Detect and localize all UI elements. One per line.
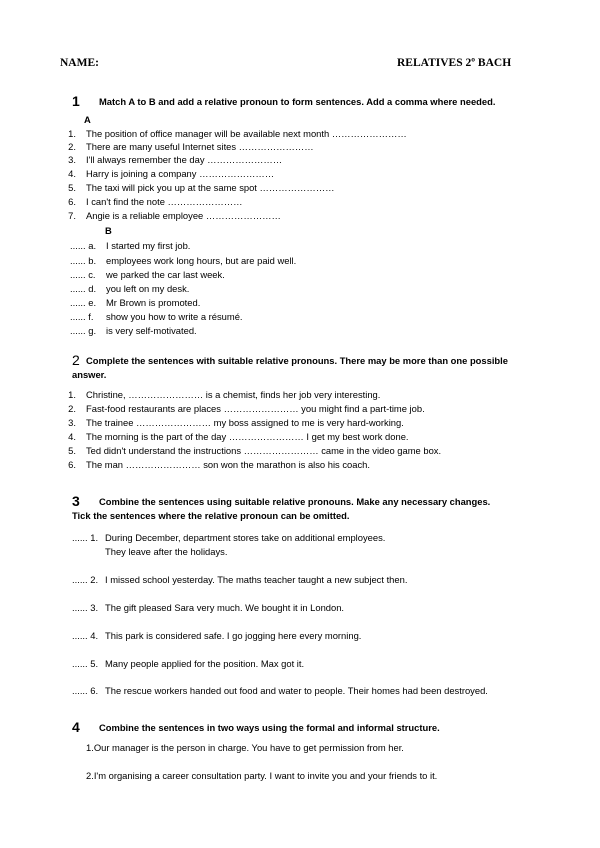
list-item-b-g (70, 325, 197, 337)
section-1-number: 1 (72, 93, 80, 109)
item-number: ...... 5. (72, 658, 99, 669)
item-number: ...... b. (70, 255, 97, 266)
section-4-instruction: Combine the sentences in two ways using the formal and informal structure. (99, 722, 440, 733)
item-text: This park is considered safe. I go jogging here every morning. (105, 630, 362, 641)
section-4-number: 4 (72, 719, 80, 735)
item-number: ...... 2. (72, 574, 99, 585)
item-number: 6. (68, 459, 76, 470)
item-number: 7. (68, 210, 76, 221)
item-text: Angie is a reliable employee …………………… (86, 210, 281, 221)
item-number: ...... f. (70, 311, 94, 322)
section-3-instruction-line2: Tick the sentences where the relative pronoun can be omitted. (72, 510, 350, 521)
item-number: ...... c. (70, 269, 96, 280)
item-text: Mr Brown is promoted. (106, 297, 201, 308)
item-text: The man …………………… son won the marathon is also his coach. (86, 459, 370, 470)
item-number: 4. (68, 431, 76, 442)
item-text: you left on my desk. (106, 283, 190, 294)
list-item-b-a (70, 240, 191, 252)
item-number: 5. (68, 445, 76, 456)
item-number: 2. (68, 403, 76, 414)
worksheet-title: RELATIVES 2º BACH (397, 57, 512, 69)
list-item (86, 742, 404, 754)
list-item (72, 574, 408, 586)
item-text: The taxi will pick you up at the same spot …………………… (86, 182, 335, 193)
item-text: Fast-food restaurants are places …………………… you might find a part-time job. (86, 403, 425, 414)
item-number: 5. (68, 182, 76, 193)
item-text: The rescue workers handed out food and water to people. Their homes had been destroyed. (105, 685, 488, 696)
item-text: The trainee …………………… my boss assigned to me is very hard-working. (86, 417, 404, 428)
item-text: I'm organising a career consultation party. I want to invite you and your friends to it. (93, 770, 438, 781)
item-text: I started my first job. (106, 240, 191, 251)
item-text: we parked the car last week. (106, 269, 225, 280)
item-number: ...... d. (70, 283, 97, 294)
item-number: ...... 6. (72, 685, 99, 696)
item-number: ...... 3. (72, 602, 99, 613)
item-number: 3. (68, 154, 76, 165)
list-item (72, 532, 386, 544)
list-item-b-c (70, 269, 225, 281)
column-a-label: A (84, 114, 91, 125)
item-text: employees work long hours, but are paid well. (106, 255, 297, 266)
section-1-instruction: Match A to B and add a relative pronoun to form sentences. Add a comma where needed. (99, 96, 496, 107)
list-item-b-d (70, 283, 190, 295)
item-text: Many people applied for the position. Max got it. (105, 658, 305, 669)
item-number: ...... e. (70, 297, 97, 308)
item-text: The position of office manager will be available next month …………………… (86, 128, 407, 139)
item-text: Ted didn't understand the instructions …………………… came in the video game box. (86, 445, 442, 456)
list-item (72, 658, 305, 670)
list-item (72, 630, 362, 642)
section-3-instruction-line1: Combine the sentences using suitable relative pronouns. Make any necessary changes. (99, 496, 491, 507)
item-text: Our manager is the person in charge. You have to get permission from her. (93, 742, 404, 753)
item-text: During December, department stores take on additional employees. (105, 532, 386, 543)
item-number: 1. (68, 128, 76, 139)
list-item (86, 770, 437, 782)
item-number: 2. (68, 141, 76, 152)
item-text: The morning is the part of the day …………………… I get my best work done. (86, 431, 409, 442)
item-text: Christine, …………………… is a chemist, finds her job very interesting. (86, 389, 381, 400)
item-text: is very self-motivated. (106, 325, 197, 336)
list-item-b-f (70, 311, 243, 323)
item-text: I can't find the note …………………… (86, 196, 243, 207)
item-number: ...... a. (70, 240, 97, 251)
item-text: I missed school yesterday. The maths teacher taught a new subject then. (105, 574, 408, 585)
item-number: 1. (68, 389, 76, 400)
list-item-continuation: They leave after the holidays. (105, 546, 228, 557)
list-item (72, 685, 488, 697)
section-2-instruction-line2: answer. (72, 369, 107, 380)
section-3-number: 3 (72, 493, 80, 509)
item-number: ...... g. (70, 325, 97, 336)
item-number: 4. (68, 168, 76, 179)
item-text: show you how to write a résumé. (106, 311, 243, 322)
item-number: ...... 1. (72, 532, 99, 543)
section-2-instruction-line1: Complete the sentences with suitable relative pronouns. There may be more than one possible (86, 355, 508, 366)
item-text: Harry is joining a company …………………… (86, 168, 275, 179)
item-number: 3. (68, 417, 76, 428)
item-number: 1. (86, 742, 94, 753)
list-item-b-e (70, 297, 201, 309)
column-b-label: B (105, 225, 112, 236)
section-2-number: 2 (72, 352, 80, 368)
list-item (72, 602, 345, 614)
item-text: I'll always remember the day …………………… (86, 154, 283, 165)
item-number: 6. (68, 196, 76, 207)
item-number: ...... 4. (72, 630, 99, 641)
item-number: 2. (86, 770, 94, 781)
item-text: There are many useful Internet sites …………………… (86, 141, 314, 152)
name-label: NAME: (60, 57, 99, 69)
item-text: The gift pleased Sara very much. We bought it in London. (105, 602, 345, 613)
list-item-b-b (70, 255, 297, 267)
